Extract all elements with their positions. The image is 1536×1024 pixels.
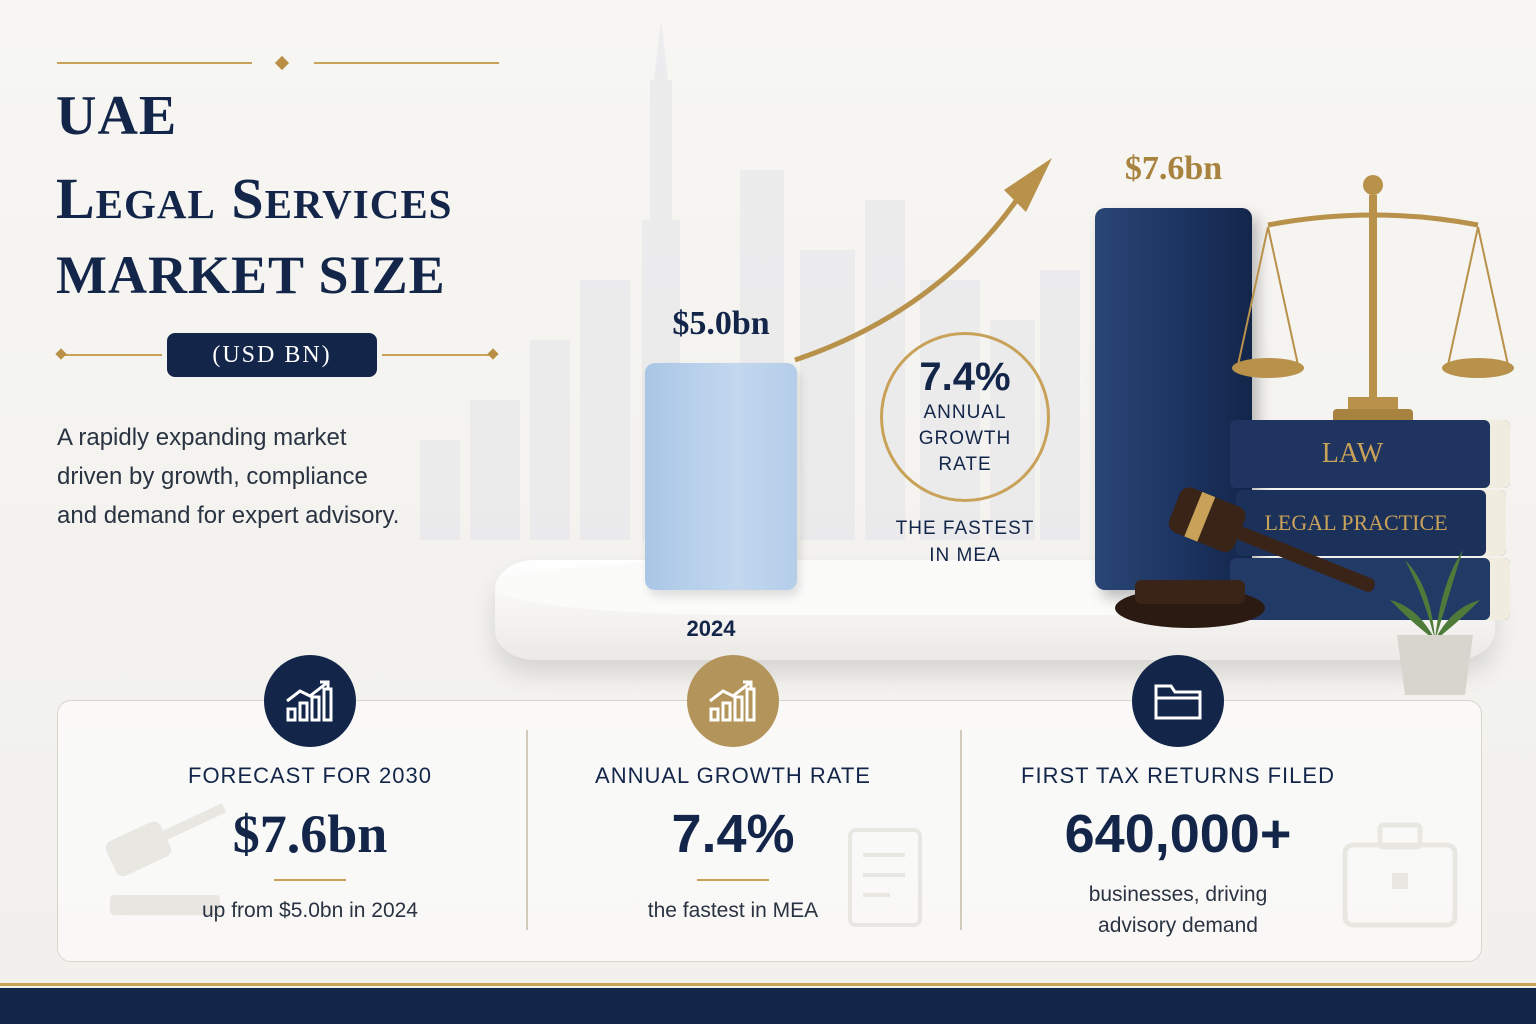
bar-2024: [645, 363, 797, 591]
plant-icon: [1385, 540, 1485, 700]
book-law-title: LAW: [1321, 438, 1384, 469]
ornament-line-right: [314, 62, 499, 64]
growth-rate-label-1: ANNUAL: [923, 402, 1007, 423]
card-value: 7.4%: [671, 804, 795, 864]
gavel-icon: [1110, 480, 1400, 630]
footer-gold-line: [0, 983, 1536, 986]
fastest-line-2: IN MEA: [929, 545, 1001, 566]
growth-chart-icon: [264, 655, 356, 747]
unit-diamond-left: [55, 348, 66, 359]
card-heading: ANNUAL GROWTH RATE: [595, 763, 871, 788]
page-title: [56, 85, 453, 305]
ornament-line-left: [57, 62, 252, 64]
description: [57, 418, 437, 535]
description-line: and demand for expert advisory.: [57, 502, 400, 529]
fastest-line-1: THE FASTEST: [895, 518, 1035, 539]
stat-card-forecast: [90, 655, 530, 926]
card-heading: FORECAST FOR 2030: [188, 763, 432, 788]
unit-badge: (USD BN): [167, 333, 377, 377]
unit-line-right: [382, 354, 492, 356]
description-line: driven by growth, compliance: [57, 463, 368, 490]
book-legal-practice-title: LEGAL PRACTICE: [1264, 510, 1448, 535]
title-line-3: MARKET SIZE: [56, 245, 446, 305]
card-note: the fastest in MEA: [647, 899, 819, 922]
growth-arrow: [790, 150, 1070, 370]
card-value: 640,000+: [1064, 804, 1292, 864]
fastest-note: [880, 515, 1050, 569]
growth-rate-value: 7.4%: [919, 355, 1011, 399]
unit-line-left: [62, 354, 162, 356]
stat-card-tax-returns: [958, 655, 1398, 941]
stat-card-growth: [513, 655, 953, 926]
growth-rate-ring: [880, 332, 1050, 502]
card-separator: [274, 879, 346, 881]
card-note-line-2: advisory demand: [1098, 914, 1258, 937]
card-value: $7.6bn: [232, 804, 388, 864]
card-separator: [697, 879, 769, 881]
card-heading: FIRST TAX RETURNS FILED: [1021, 763, 1335, 788]
folder-icon: [1132, 655, 1224, 747]
bar-value-label-2030: $7.6bn: [1124, 149, 1223, 187]
growth-rate-label-2: GROWTH: [918, 428, 1012, 449]
bar-value-label-2024: $5.0bn: [672, 304, 770, 342]
footer-band: [0, 988, 1536, 1024]
growth-chart-icon: [687, 655, 779, 747]
x-tick-label-2024: 2024: [686, 616, 736, 641]
description-line: A rapidly expanding market: [57, 424, 347, 451]
title-line-1: UAE: [56, 85, 178, 147]
book-law: [1230, 420, 1510, 488]
ornament-diamond: [275, 56, 289, 70]
card-note: up from $5.0bn in 2024: [202, 899, 418, 922]
scales-of-justice-icon: [1228, 165, 1518, 435]
card-note-line-1: businesses, driving: [1088, 883, 1268, 906]
title-line-2: Legal Services: [56, 166, 453, 231]
growth-rate-label-3: RATE: [938, 454, 992, 475]
